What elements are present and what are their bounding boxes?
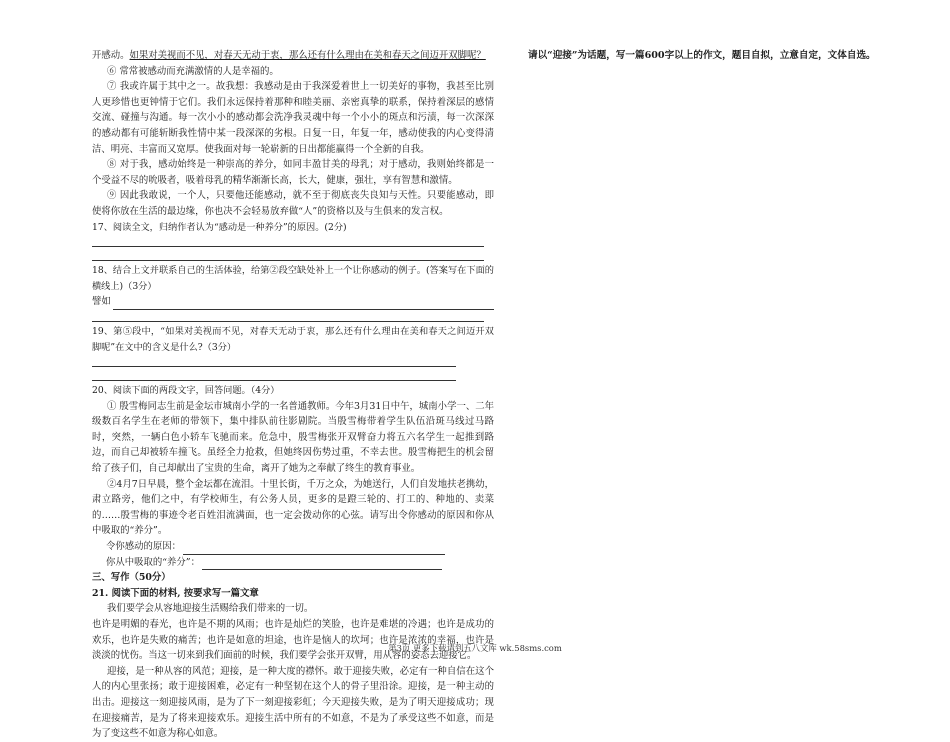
answer-row-20-nutrient	[92, 555, 494, 571]
page-footer: 第3页 更多下载请到五八文库 wk.58sms.com	[388, 643, 562, 653]
paragraph-5-end	[92, 48, 494, 64]
nutrient-label: 你从中吸取的“养分”：	[106, 556, 200, 568]
writing-prompt: 请以“迎接”为话题，写一篇600字以上的作文，题目自拟，立意自定，文体自选。	[528, 50, 876, 61]
answer-line-19b[interactable]	[92, 369, 456, 381]
question-20-passage-1: ① 殷雪梅同志生前是金坛市城南小学的一名普通教师。今年3月31日中午，城南小学一、二年级数百名学生在老师的带领下，集中排队前往影剧院。当殷雪梅带着学生队伍沿斑马线过马路时，突然，一辆白色小轿车飞驰而来。危急中，殷雪梅张开双臂奋力将五六名学生一起推到路边，而自己却被轿车撞飞。虽经全力抢救，但她终因伤势过重，不幸去世。殷雪梅把生的机会留给了孩子们，自己却献出了宝贵的生命，离开了她为之奉献了终生的教育事业。	[92, 400, 494, 475]
question-21-paragraph-2: 迎接，是一种从容的风范；迎接，是一种大度的襟怀。敢于迎接失败，必定有一种自信在这个人的内心里张扬；敢于迎接困难，必定有一种坚韧在这个人的骨子里沿涂。迎接，是一种主动的出击。迎接这一刻迎接风雨，是为了下一刻迎接彩虹；今天迎接失败，是为了明天迎接成功；现在迎接痛苦，是为了将来迎接欢乐。迎接生活中所有的不如意，不是为了承受这些不如意，而是为了变这些不如意为称心如意。	[92, 665, 494, 740]
question-20: 20、阅读下面的两段文字，回答问题。（4分）	[92, 385, 280, 397]
question-21-intro: 我们要学会从容地迎接生活赐给我们带来的一切。	[107, 603, 314, 615]
answer-row-18	[92, 294, 494, 310]
answer-line-18a[interactable]	[113, 298, 494, 310]
underlined-sentence: 如果对美视而不见，对春天无动于衷，那么还有什么理由在美和春天之间迈开双脚呢？	[129, 50, 486, 61]
answer-row-20-reason	[92, 539, 494, 555]
question-21: 21. 阅读下面的材料, 按要求写一篇文章	[92, 587, 259, 599]
question-17: 17、阅读全文，归纳作者认为“感动是一种养分”的原因。(2分)	[92, 221, 347, 233]
paragraph-9: ⑨ 因此我敢说，一个人，只要他还能感动，就不至于彻底丧失良知与天性。只要能感动，即使将你放在生活的最边缘，你也决不会轻易放弃做“人”的资格以及与生俱来的发言权。	[92, 190, 494, 217]
paragraph-6: ⑥ 常常被感动而充满激情的人是幸福的。	[107, 65, 279, 77]
reason-answer-line[interactable]	[183, 543, 445, 555]
answer-line-17b[interactable]	[92, 249, 484, 261]
nutrient-answer-line[interactable]	[202, 558, 442, 570]
paragraph-8: ⑧ 对于我，感动始终是一种崇高的养分，如同丰盈甘美的母乳；对于感动，我则始终都是一个受益不尽的吮吸者，吸着母乳的精华渐渐长高，长大，健康，强壮，享有智慧和激情。	[92, 159, 494, 186]
answer-line-18b[interactable]	[92, 310, 484, 322]
question-21-paragraph-1: 也许是明媚的春光，也许是不期的风雨；也许是灿烂的笑脸，也许是难堪的冷遇；也许是成功的欢乐，也许是失败的痛苦；也许是如意的坦途，也许是恼人的坎坷；也许是浓浓的幸福，也许是淡淡的忧伤。当这一切来到我们面前的时候，我们要学会张开双臂，用从容的姿态去迎接它。	[92, 619, 494, 662]
question-18: 18、结合上文并联系自己的生活体验，给第②段空缺处补上一个让你感动的例子。(答案写在下面的横线上)（3分）	[92, 265, 494, 292]
answer-label-18: 譬如	[92, 296, 111, 308]
right-column	[528, 48, 920, 64]
answer-line-19a[interactable]	[92, 355, 456, 367]
left-column	[92, 48, 494, 742]
paragraph-5-text: 开感动。	[92, 50, 130, 61]
reason-label: 令你感动的原因：	[106, 541, 182, 553]
answer-line-17a[interactable]	[92, 235, 484, 247]
paragraph-7: ⑦ 我或许属于其中之一。故我想：我感动是由于我深爱着世上一切美好的事物，我甚至比别人更珍惜也更钟情于它们。我们永远保持着那种和睦美丽、亲密真挚的联系，保持着深层的感情交流、碰撞与沟通。每一次小小的感动都会洗净我灵魂中每一个小小的斑点和污渍，每一次深深的感动都有可能斩断我性情中某一段深深的劣根。日复一日，年复一年，感动使我的内心变得清洁、明亮、丰富而又宽厚。使我面对每一轮崭新的日出都能赢得一个全新的自我。	[92, 81, 494, 155]
section-heading-writing: 三、写作（50分）	[92, 572, 171, 584]
question-19: 19、第⑤段中，“如果对美视而不见，对春天无动于衷，那么还有什么理由在美和春天之间迈开双脚呢”在文中的含义是什么?（3分）	[92, 325, 494, 353]
question-20-passage-2: ②4月7日早晨，整个金坛都在流泪。十里长街，千万之众，为她送行，人们自发地扶老携幼，肃立路旁，他们之中，有学校师生，有公务人员，更多的是蹬三轮的、打工的、种地的、卖菜的……殷雪梅的事迹令老百姓泪流满面，也一定会拨动你的心弦。请写出令你感动的原因和你从中吸取的“养分”。	[92, 478, 494, 537]
